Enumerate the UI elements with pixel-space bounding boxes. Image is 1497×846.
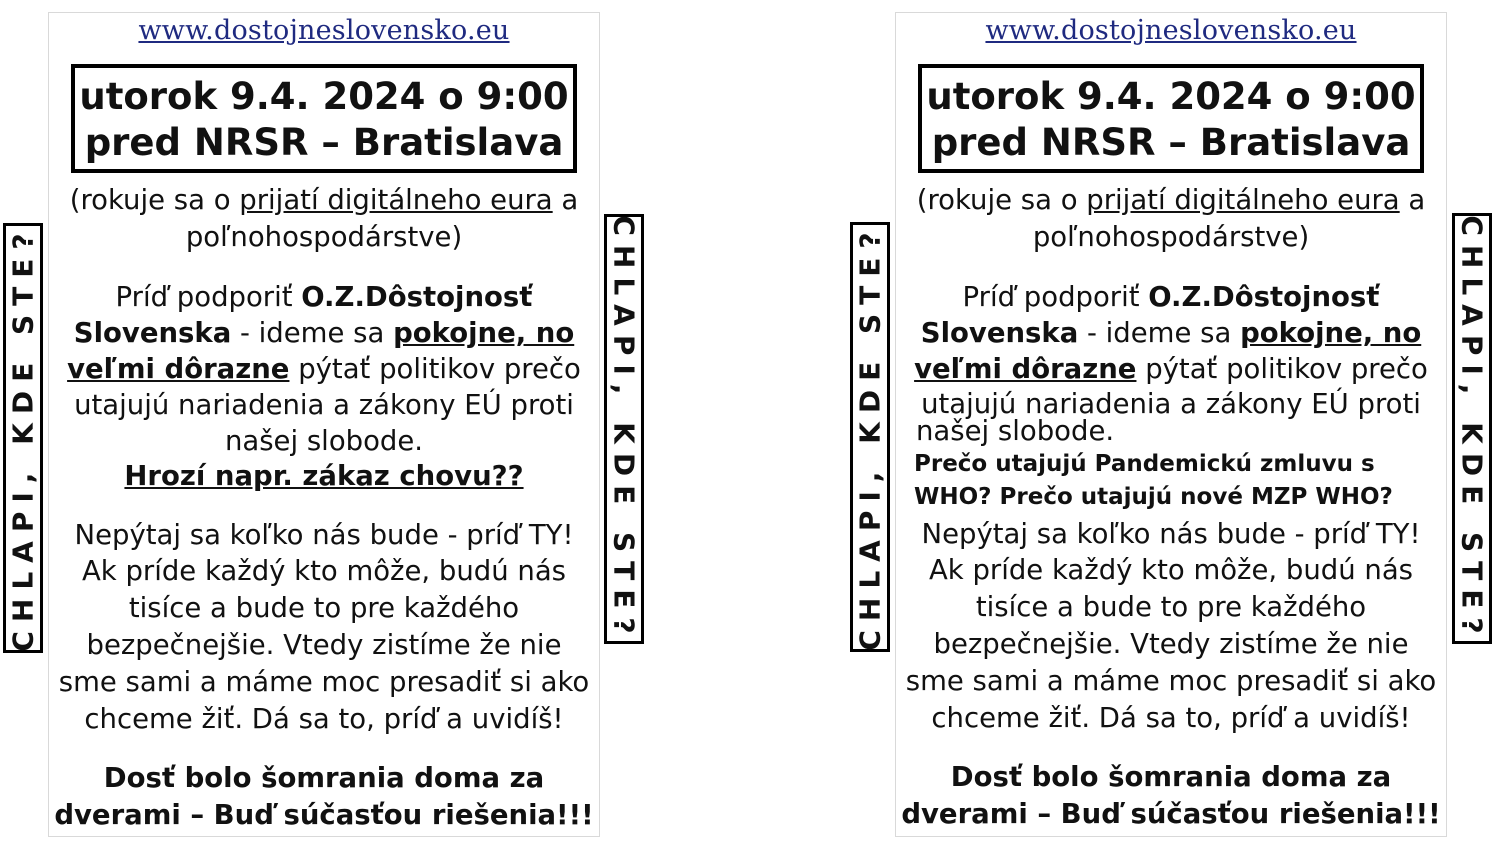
topic-line-2: poľnohospodárstve) (1032, 221, 1310, 253)
body-line-2: Ak príde každý kto môže, budú nás (928, 554, 1414, 586)
body-line-3: tisíce a bude to pre každého (975, 591, 1367, 623)
who-line-2: WHO? Prečo utajujú nové MZP WHO? (914, 484, 1393, 510)
website-url[interactable]: www.dostojneslovensko.eu (985, 15, 1357, 46)
org-line: Slovenska - ideme sa pokojne, no (920, 317, 1422, 349)
closing-line-1: Dosť bolo šomrania doma za (103, 762, 545, 794)
side-banner-left-2 (850, 222, 890, 652)
freedom-line: našej slobode. (916, 415, 1115, 447)
side-banner-right-2 (1452, 213, 1492, 644)
support-line: Príď podporiť O.Z.Dôstojnosť (962, 281, 1380, 313)
website-url[interactable]: www.dostojneslovensko.eu (138, 15, 510, 46)
hide-line: utajujú nariadenia a zákony EÚ proti (74, 389, 574, 421)
body-line-6: chceme žiť. Dá sa to, príď a uvidíš! (931, 702, 1411, 734)
closing-line-1: Dosť bolo šomrania doma za (950, 761, 1392, 793)
side-banner-right-1 (604, 214, 644, 644)
ask-line: veľmi dôrazne pýtať politikov prečo (67, 353, 581, 385)
body-line-6: chceme žiť. Dá sa to, príď a uvidíš! (84, 703, 564, 735)
freedom-line: našej slobode. (224, 425, 424, 457)
date-line: utorok 9.4. 2024 o 9:00 (79, 75, 569, 118)
threat-line: Hrozí napr. zákaz chovu?? (124, 460, 524, 492)
hide-line: utajujú nariadenia a zákony EÚ proti (921, 388, 1421, 420)
side-banner-text: CHLAPI, KDE STE? (1455, 214, 1489, 643)
org-line: Slovenska - ideme sa pokojne, no (73, 317, 575, 349)
flyer-right (895, 12, 1447, 837)
side-banner-text: CHLAPI, KDE STE? (6, 224, 40, 652)
body-line-1: Nepýtaj sa koľko nás bude - príď TY! (74, 519, 574, 551)
body-line-2: Ak príde každý kto môže, budú nás (81, 555, 567, 587)
closing-line-2: dverami – Buď súčasťou riešenia!!! (901, 798, 1441, 830)
flyer-left (48, 12, 600, 837)
side-banner-text: CHLAPI, KDE STE? (607, 215, 641, 643)
date-box (918, 64, 1424, 173)
topic-line-2: poľnohospodárstve) (185, 221, 463, 253)
body-line-1: Nepýtaj sa koľko nás bude - príď TY! (921, 518, 1421, 550)
body-line-5: sme sami a máme moc presadiť si ako (58, 666, 590, 698)
topic-line: (rokuje sa o prijatí digitálneho eura a (916, 184, 1426, 216)
support-line: Príď podporiť O.Z.Dôstojnosť (115, 281, 533, 313)
place-line: pred NRSR – Bratislava (84, 121, 564, 164)
closing-line-2: dverami – Buď súčasťou riešenia!!! (54, 799, 594, 831)
body-line-5: sme sami a máme moc presadiť si ako (905, 665, 1437, 697)
topic-line: (rokuje sa o prijatí digitálneho eura a (69, 184, 579, 216)
date-box (71, 64, 577, 173)
body-line-3: tisíce a bude to pre každého (128, 592, 520, 624)
side-banner-text: CHLAPI, KDE STE? (853, 223, 887, 651)
body-line-4: bezpečnejšie. Vtedy zistíme že nie (933, 628, 1409, 660)
place-line: pred NRSR – Bratislava (931, 121, 1411, 164)
side-banner-left-1 (3, 223, 43, 653)
date-line: utorok 9.4. 2024 o 9:00 (926, 75, 1416, 118)
body-line-4: bezpečnejšie. Vtedy zistíme že nie (86, 629, 562, 661)
ask-line: veľmi dôrazne pýtať politikov prečo (914, 353, 1428, 385)
who-line-1: Prečo utajujú Pandemickú zmluvu s (914, 451, 1375, 477)
